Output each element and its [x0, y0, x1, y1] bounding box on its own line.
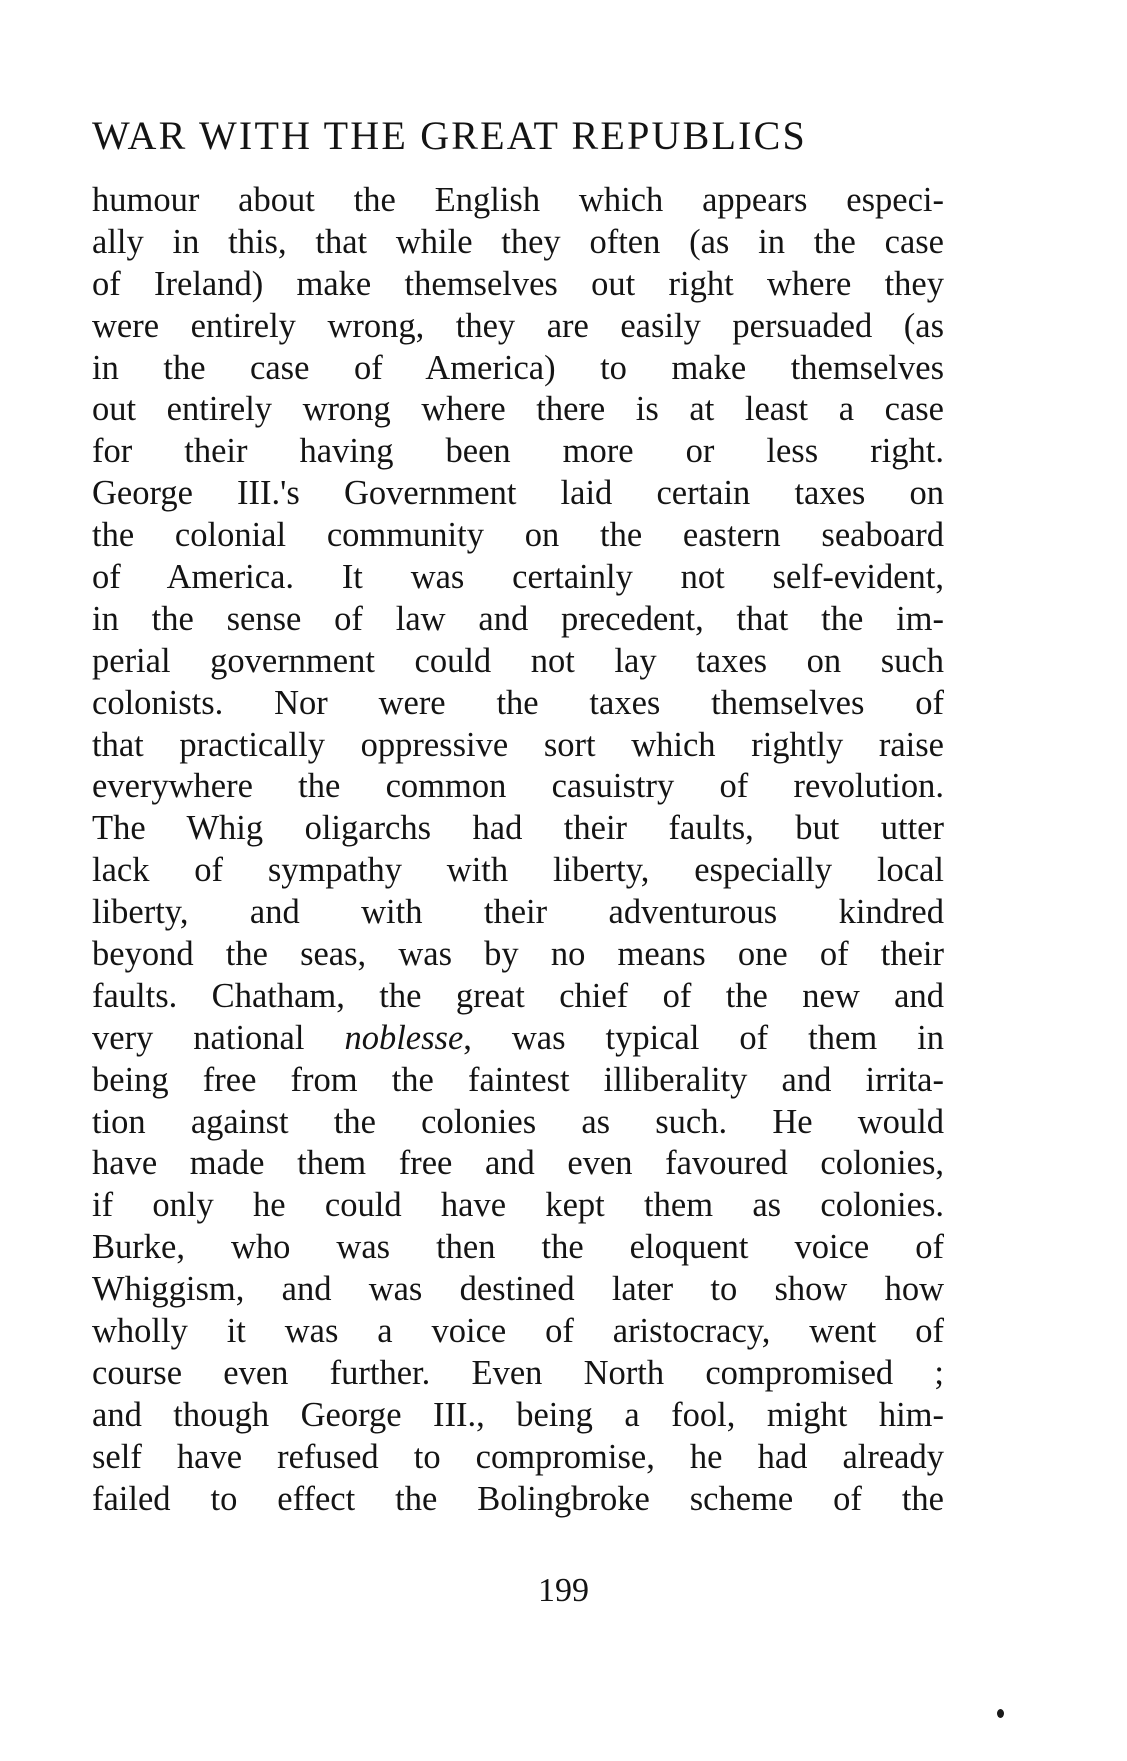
text-line: that practically oppressive sort which rightly raise [92, 725, 944, 764]
ink-speck [997, 1709, 1004, 1718]
text-line: of Ireland) make themselves out right where they [92, 264, 944, 303]
text-line: colonists. Nor were the taxes themselves of [92, 683, 944, 722]
text-line: were entirely wrong, they are easily persuaded (as [92, 306, 944, 345]
italic-word: noblesse [344, 1018, 464, 1057]
text-line: Burke, who was then the eloquent voice of [92, 1228, 944, 1267]
text-line: being free from the faintest illiberality and irrita- [92, 1060, 944, 1099]
text-line: self have refused to compromise, he had already [92, 1437, 944, 1476]
text-line: have made them free and even favoured colonies, [92, 1144, 944, 1183]
text-line: failed to effect the Bolingbroke scheme of the [92, 1479, 944, 1518]
text-line: and though George III., being a fool, might him- [92, 1395, 944, 1434]
text-line: George III.'s Government laid certain taxes on [92, 474, 944, 513]
text-line: tion against the colonies as such. He would [92, 1102, 944, 1141]
text-line: perial government could not lay taxes on such [92, 641, 944, 680]
text-line: everywhere the common casuistry of revolution. [92, 767, 944, 806]
running-head: WAR WITH THE GREAT REPUBLICS [92, 113, 807, 158]
text-line: humour about the English which appears especi- [92, 181, 944, 219]
text-line: liberty, and with their adventurous kindred [92, 893, 944, 932]
text-line: course even further. Even North compromised ; [92, 1353, 944, 1392]
text-line-with-italic [92, 1018, 944, 1060]
text-line: The Whig oligarchs had their faults, but utter [92, 809, 944, 848]
text-line: out entirely wrong where there is at least a case [92, 390, 944, 429]
text-line: the colonial community on the eastern seaboard [92, 516, 944, 555]
text-line: wholly it was a voice of aristocracy, went of [92, 1312, 944, 1351]
line-segment: very national [92, 1018, 345, 1057]
text-line: in the sense of law and precedent, that the im- [92, 599, 944, 638]
text-line: lack of sympathy with liberty, especially local [92, 851, 944, 890]
text-line: of America. It was certainly not self-evident, [92, 558, 944, 597]
text-line: ally in this, that while they often (as in the case [92, 222, 944, 261]
text-line: for their having been more or less right. [92, 432, 944, 471]
text-line: in the case of America) to make themselves [92, 348, 944, 387]
page-number: 199 [538, 1572, 589, 1609]
text-line: faults. Chatham, the great chief of the new and [92, 976, 944, 1015]
text-line: beyond the seas, was by no means one of their [92, 935, 944, 974]
text-line: if only he could have kept them as colonies. [92, 1186, 944, 1225]
body-text [92, 180, 944, 1521]
line-segment: , was typical of them in [463, 1018, 944, 1057]
text-line: Whiggism, and was destined later to show how [92, 1270, 944, 1309]
